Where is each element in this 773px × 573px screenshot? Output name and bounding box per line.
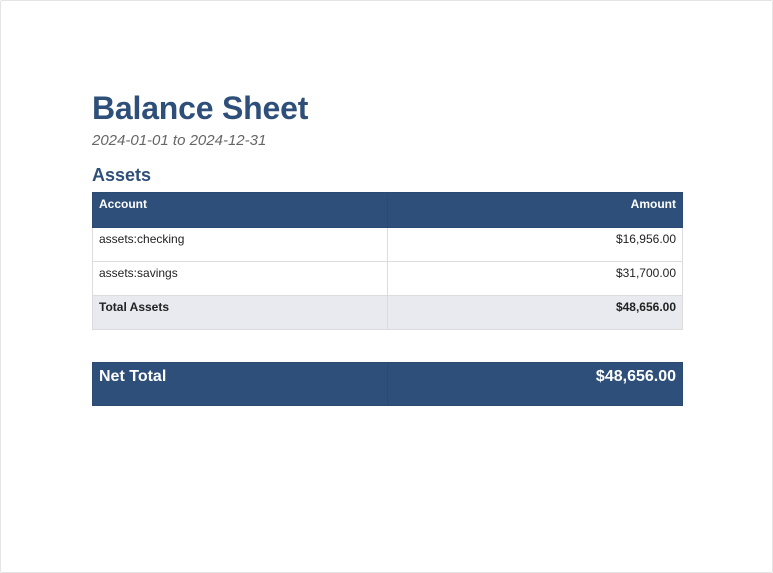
column-header-account: Account [93, 193, 388, 228]
total-assets-amount: $48,656.00 [388, 296, 683, 330]
total-assets-label: Total Assets [93, 296, 388, 330]
net-total-row [93, 363, 683, 406]
assets-header-row [93, 193, 683, 228]
balance-sheet-report [92, 87, 682, 406]
table-row [93, 262, 683, 296]
assets-table [92, 192, 683, 330]
account-cell: assets:savings [93, 262, 388, 296]
table-row [93, 228, 683, 262]
net-total-table [92, 362, 683, 406]
total-assets-row [93, 296, 683, 330]
amount-cell: $31,700.00 [388, 262, 683, 296]
assets-heading: Assets [92, 165, 152, 185]
net-total-amount: $48,656.00 [388, 363, 683, 406]
report-title: Balance Sheet [92, 90, 309, 126]
column-header-amount: Amount [388, 193, 683, 228]
amount-cell: $16,956.00 [388, 228, 683, 262]
report-period: 2024-01-01 to 2024-12-31 [92, 132, 267, 149]
net-total-label: Net Total [93, 363, 388, 406]
account-cell: assets:checking [93, 228, 388, 262]
